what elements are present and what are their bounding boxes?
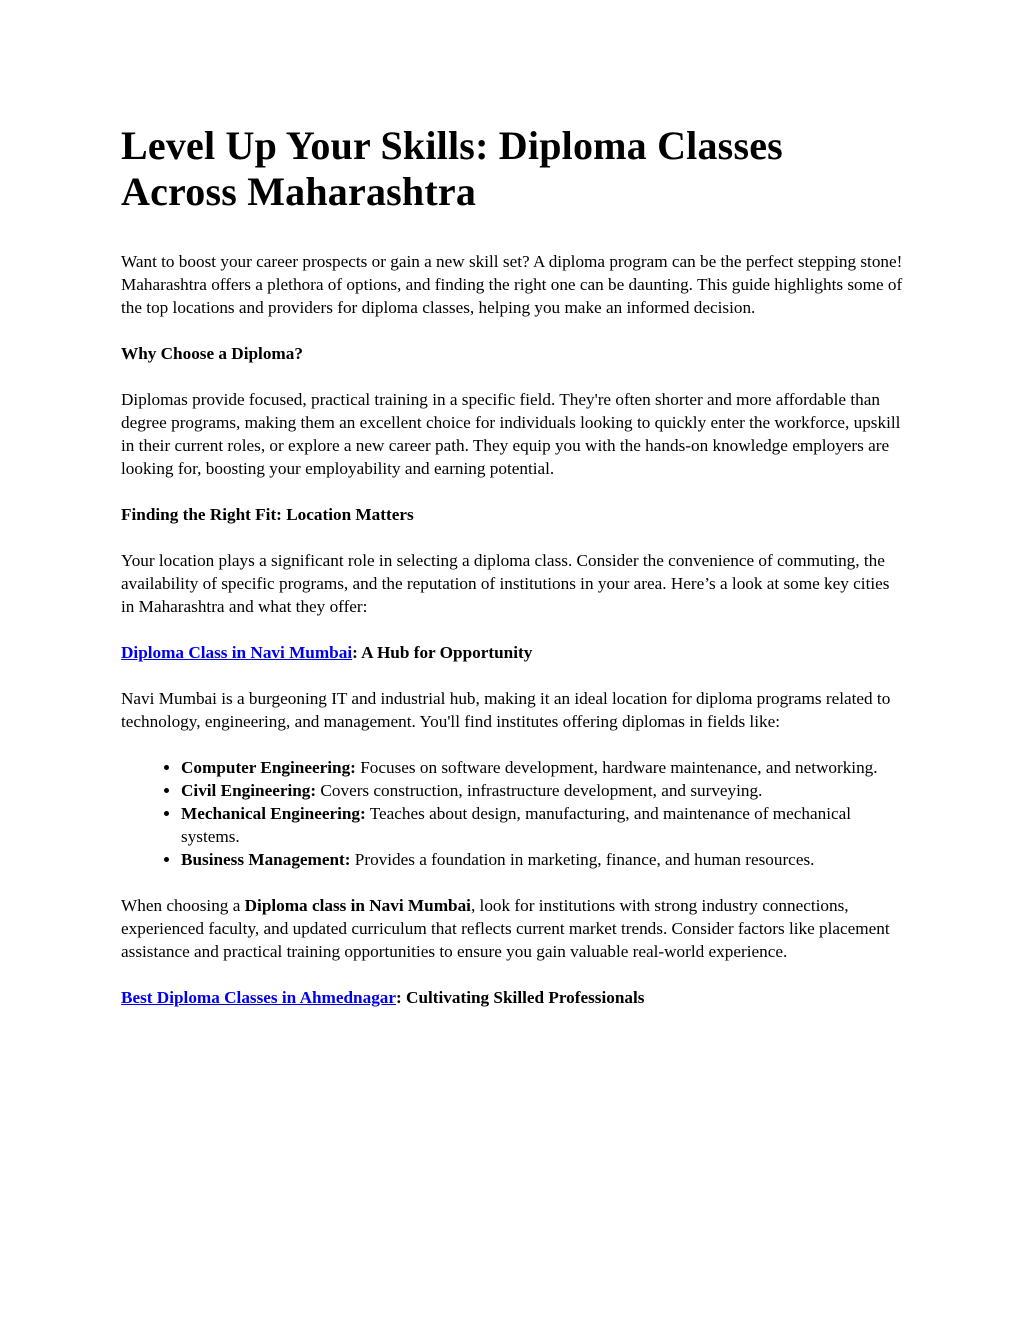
field-description: Teaches about design, manufacturing, and maintenance of mechanical systems.: [181, 804, 852, 846]
fit-paragraph: Your location plays a significant role in selecting a diploma class. Consider the convenience of commuting, the availability of specific programs, and the reputation of institutions in your area. Here’s a look at some key cities in Maharashtra and what they offer:: [121, 551, 890, 616]
choosing-text-end: , look for institutions with strong industry connections, experienced faculty, and updated curriculum that reflects current market trends. Consider factors like placement assistance and practical training opportunities to ensure you gain valuable real-world experience.: [121, 896, 890, 961]
list-item: [181, 779, 906, 802]
field-name: Computer Engineering:: [181, 758, 356, 777]
list-item: [181, 848, 906, 871]
navi-mumbai-heading: [121, 641, 906, 664]
choosing-text-start: When choosing a: [121, 896, 245, 915]
navi-mumbai-paragraph: Navi Mumbai is a burgeoning IT and industrial hub, making it an ideal location for diploma programs related to technology, engineering, and management. You'll find institutes offering diplomas in fields like:: [121, 689, 891, 731]
ahmednagar-link[interactable]: Best Diploma Classes in Ahmednagar: [121, 988, 397, 1007]
ahmednagar-heading: [121, 986, 906, 1009]
field-description: Focuses on software development, hardware maintenance, and networking.: [355, 758, 878, 777]
field-description: Covers construction, infrastructure development, and surveying.: [316, 781, 763, 800]
field-name: Civil Engineering:: [181, 781, 317, 800]
page-title: Level Up Your Skills: Diploma Classes Across Maharashtra: [121, 123, 783, 214]
list-item: [181, 756, 906, 779]
ahmednagar-heading-text: : Cultivating Skilled Professionals: [396, 988, 645, 1007]
fit-heading: Finding the Right Fit: Location Matters: [121, 505, 414, 524]
why-heading: Why Choose a Diploma?: [121, 344, 303, 363]
choosing-keyword: Diploma class in Navi Mumbai: [244, 896, 471, 915]
field-name: Business Management:: [181, 850, 351, 869]
choosing-paragraph: [121, 894, 906, 963]
navi-mumbai-link[interactable]: Diploma Class in Navi Mumbai: [121, 643, 353, 662]
diploma-fields-list: [121, 756, 906, 871]
list-item: [181, 802, 906, 848]
navi-mumbai-heading-text: : A Hub for Opportunity: [352, 643, 533, 662]
intro-paragraph: Want to boost your career prospects or gain a new skill set? A diploma program can be the perfect stepping stone! Maharashtra offers a plethora of options, and finding the right one can be daunting. This guide highlights some of the top locations and providers for diploma classes, helping you make an informed decision.: [121, 252, 903, 317]
document-page: [121, 123, 906, 1032]
field-name: Mechanical Engineering:: [181, 804, 366, 823]
field-description: Provides a foundation in marketing, finance, and human resources.: [350, 850, 815, 869]
why-paragraph: Diplomas provide focused, practical training in a specific field. They're often shorter and more affordable than degree programs, making them an excellent choice for individuals looking to quickly enter the workforce, upskill in their current roles, or explore a new career path. They equip you with the hands-on knowledge employers are looking for, boosting your employability and earning potential.: [121, 390, 901, 478]
